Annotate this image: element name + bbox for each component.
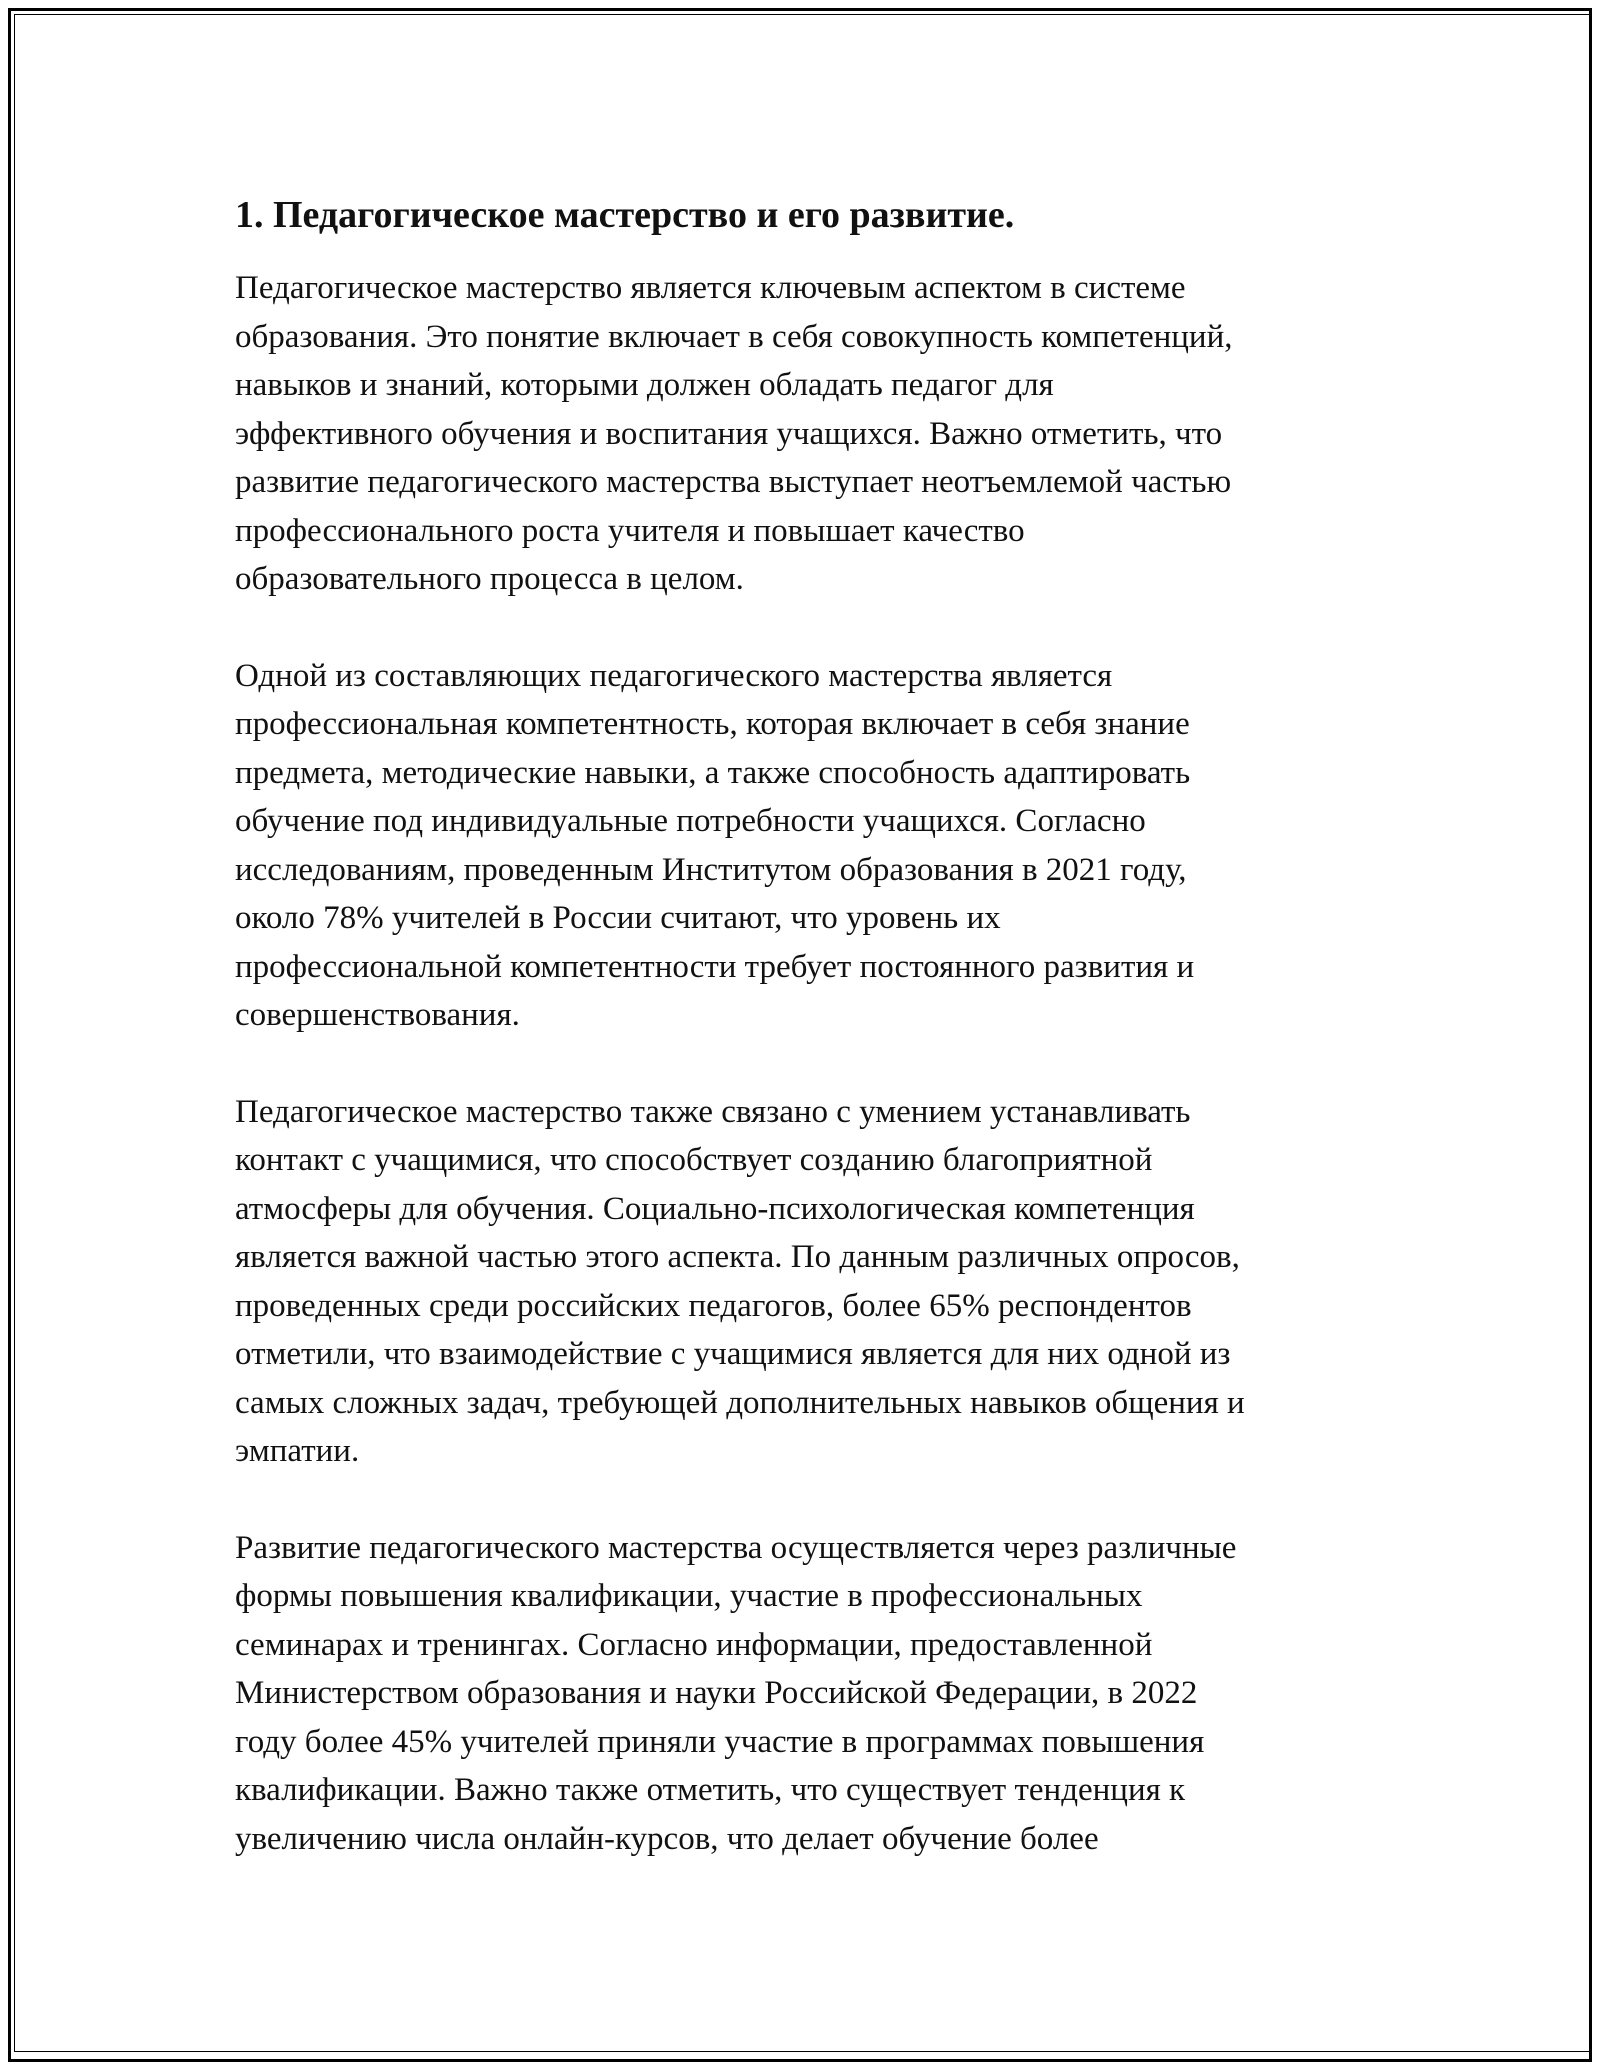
paragraph-2 — [235, 652, 1385, 1040]
paragraph-line: семинарах и тренингах. Согласно информации, предоставленной — [235, 1626, 1153, 1663]
paragraph-line: Развитие педагогического мастерства осуществляется через различные — [235, 1529, 1237, 1566]
paragraph-line: контакт с учащимися, что способствует созданию благоприятной — [235, 1142, 1153, 1178]
section-heading: 1. Педагогическое мастерство и его развитие. — [235, 194, 1015, 236]
paragraph-line: совершенствования. — [235, 997, 520, 1033]
paragraph-line: отметили, что взаимодействие с учащимися является для них одной из — [235, 1336, 1231, 1372]
paragraph-line: Педагогическое мастерство является ключевым аспектом в системе — [235, 270, 1186, 306]
paragraph-line: около 78% учителей в России считают, что уровень их — [235, 900, 1001, 936]
paragraph-line: Министерством образования и науки Российской Федерации, в 2022 — [235, 1675, 1198, 1711]
paragraph-line: увеличению числа онлайн-курсов, что делает обучение более — [235, 1820, 1099, 1857]
paragraph-line: самых сложных задач, требующей дополнительных навыков общения и — [235, 1384, 1245, 1421]
paragraph-4 — [235, 1524, 1385, 1864]
paragraph-line: образования. Это понятие включает в себя совокупность компетенций, — [235, 318, 1233, 355]
paragraph-line: эффективного обучения и воспитания учащихся. Важно отметить, что — [235, 415, 1223, 452]
paragraph-line: профессиональная компетентность, которая включает в себя знание — [235, 706, 1190, 742]
paragraph-line: образовательного процесса в целом. — [235, 561, 744, 597]
paragraph-line: предмета, методические навыки, а также способность адаптировать — [235, 754, 1191, 791]
paragraph-line: Педагогическое мастерство также связано с умением устанавливать — [235, 1093, 1191, 1130]
paragraph-line: Одной из составляющих педагогического мастерства является — [235, 657, 1113, 694]
paragraph-line: навыков и знаний, которыми должен обладать педагог для — [235, 367, 1054, 403]
paragraph-line: атмосферы для обучения. Социально-психологическая компетенция — [235, 1190, 1195, 1227]
paragraph-line: эмпатии. — [235, 1433, 360, 1469]
paragraph-line: проведенных среди российских педагогов, более 65% респондентов — [235, 1287, 1192, 1324]
paragraph-line: году более 45% учителей приняли участие в программах повышения — [235, 1723, 1205, 1760]
paragraph-line: обучение под индивидуальные потребности учащихся. Согласно — [235, 803, 1146, 839]
paragraph-line: развитие педагогического мастерства выступает неотъемлемой частью — [235, 464, 1232, 500]
paragraph-line: формы повышения квалификации, участие в профессиональных — [235, 1578, 1143, 1614]
paragraph-1 — [235, 264, 1385, 604]
paragraph-line: квалификации. Важно также отметить, что существует тенденция к — [235, 1772, 1186, 1808]
paragraph-line: является важной частью этого аспекта. По данным различных опросов, — [235, 1239, 1240, 1275]
paragraph-line: профессионального роста учителя и повышает качество — [235, 512, 1025, 549]
paragraph-line: исследованиям, проведенным Институтом образования в 2021 году, — [235, 851, 1187, 888]
paragraph-line: профессиональной компетентности требует постоянного развития и — [235, 948, 1195, 985]
paragraph-3 — [235, 1088, 1385, 1476]
document-body — [235, 188, 1385, 1911]
